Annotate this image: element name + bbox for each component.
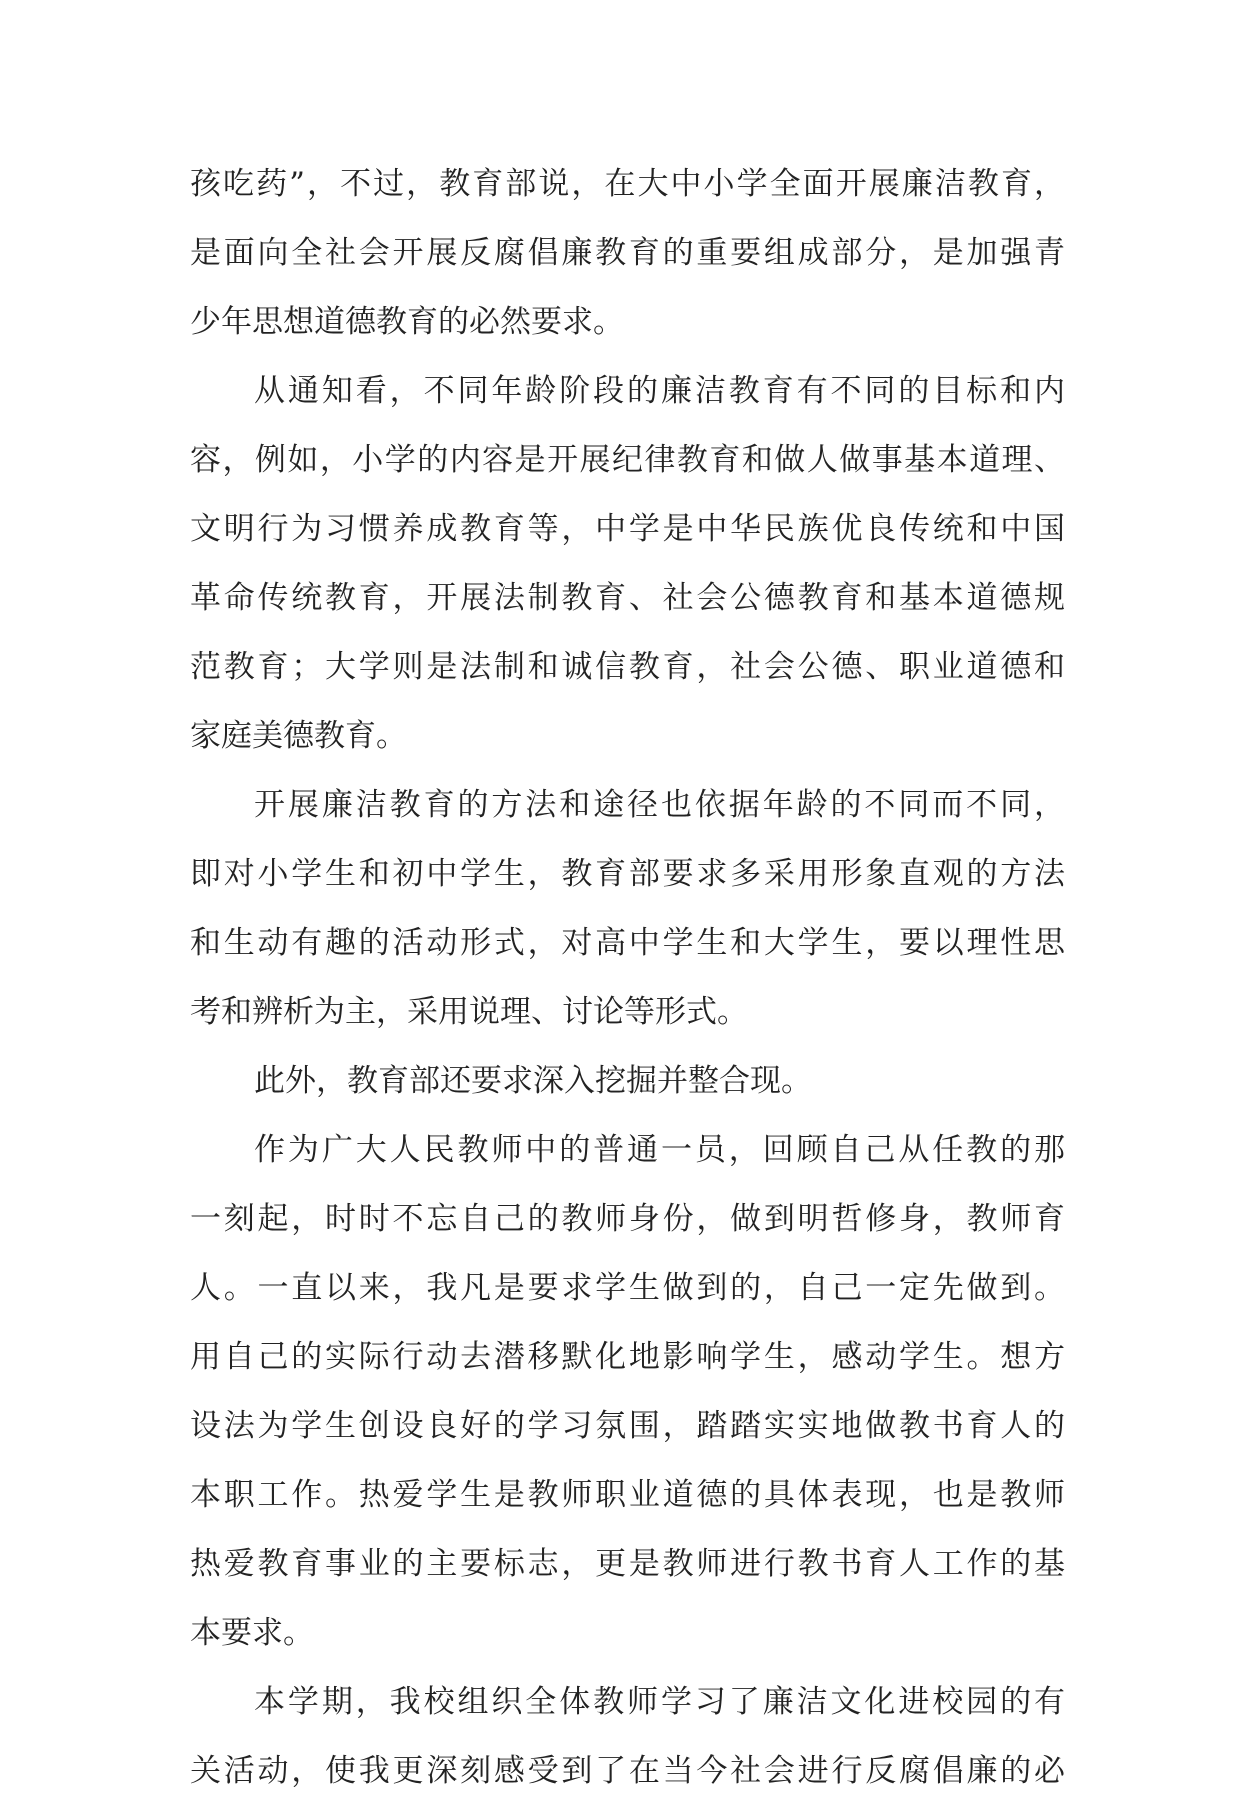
text-line: 用自己的实际行动去潜移默化地影响学生，感动学生。想方 (190, 1339, 1065, 1375)
text-line: 此外，教育部还要求深入挖掘并整合现。 (254, 1063, 812, 1099)
paragraph-3 (190, 771, 1065, 1047)
text-line: 设法为学生创设良好的学习氛围，踏踏实实地做教书育人的 (190, 1408, 1065, 1444)
paragraph-2 (190, 357, 1065, 771)
text-line: 开展廉洁教育的方法和途径也依据年龄的不同而不同， (254, 787, 1065, 823)
text-line: 本学期，我校组织全体教师学习了廉洁文化进校园的有 (254, 1684, 1065, 1720)
text-line: 从通知看，不同年龄阶段的廉洁教育有不同的目标和内 (254, 373, 1065, 409)
text-line: 孩吃药”，不过，教育部说，在大中小学全面开展廉洁教育， (190, 166, 1065, 202)
text-line: 人。一直以来，我凡是要求学生做到的，自己一定先做到。 (190, 1270, 1065, 1306)
text-line: 和生动有趣的活动形式，对高中学生和大学生，要以理性思 (190, 925, 1065, 961)
paragraph-6 (190, 1668, 1065, 1806)
text-line: 一刻起，时时不忘自己的教师身份，做到明哲修身，教师育 (190, 1201, 1065, 1237)
text-line: 容，例如，小学的内容是开展纪律教育和做人做事基本道理、 (190, 442, 1065, 478)
text-line: 家庭美德教育。 (190, 718, 407, 754)
text-line: 是面向全社会开展反腐倡廉教育的重要组成部分，是加强青 (190, 235, 1065, 271)
text-line: 少年思想道德教育的必然要求。 (190, 304, 624, 340)
paragraph-1 (190, 150, 1065, 357)
text-line: 范教育；大学则是法制和诚信教育，社会公德、职业道德和 (190, 649, 1065, 685)
text-line: 热爱教育事业的主要标志，更是教师进行教书育人工作的基 (190, 1546, 1065, 1582)
text-line: 本要求。 (190, 1615, 314, 1651)
text-line: 革命传统教育，开展法制教育、社会公德教育和基本道德规 (190, 580, 1065, 616)
paragraph-4 (190, 1047, 1065, 1116)
text-line: 作为广大人民教师中的普通一员，回顾自己从任教的那 (254, 1132, 1065, 1168)
document-body (190, 150, 1065, 1806)
text-line: 本职工作。热爱学生是教师职业道德的具体表现，也是教师 (190, 1477, 1065, 1513)
text-line: 关活动，使我更深刻感受到了在当今社会进行反腐倡廉的必 (190, 1753, 1065, 1789)
text-line: 考和辨析为主，采用说理、讨论等形式。 (190, 994, 748, 1030)
text-line: 即对小学生和初中学生，教育部要求多采用形象直观的方法 (190, 856, 1065, 892)
paragraph-5 (190, 1116, 1065, 1668)
text-line: 文明行为习惯养成教育等，中学是中华民族优良传统和中国 (190, 511, 1065, 547)
